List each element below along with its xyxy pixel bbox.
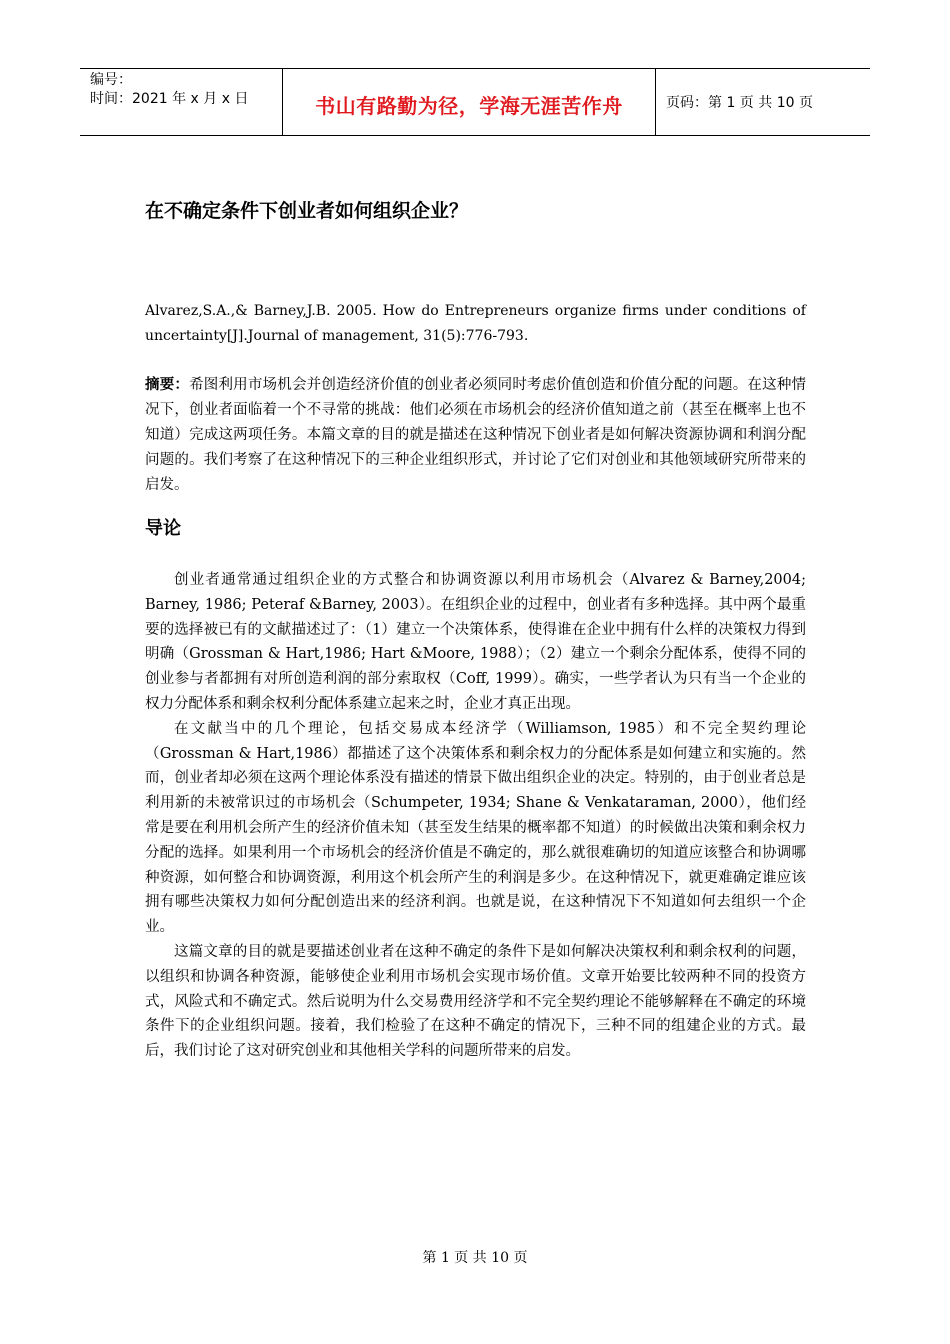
abstract-label: 摘要： xyxy=(145,377,190,393)
header-page-info xyxy=(656,69,870,135)
serial-number-label: 编号： xyxy=(90,72,132,88)
paragraph: 在文献当中的几个理论，包括交易成本经济学（Williamson, 1985）和不完全契约理论（Grossman & Hart,1986）都描述了这个决策体系和剩余权力的分配体系是如何建立和实施的。然而，创业者却必须在这两个理论体系没有描述的情景下做出组织企业的决定。特别的，由于创业者总是利用新的未被常识过的市场机会（Schumpeter, 1934; Shane & Venkataraman, 2000），他们经常是要在利用机会所产生的经济价值未知（甚至发生结果的概率都不知道）的时候做出决策和剩余权力分配的选择。如果利用一个市场机会的经济价值是不确定的，那么就很难确切的知道应该整合和协调哪种资源，如何整合和协调资源，利用这个机会所产生的利润是多少。在这种情况下，就更难确定谁应该拥有哪些决策权力如何分配创造出来的经济利润。也就是说，在这种情况下不知道如何去组织一个企业。 xyxy=(145,720,806,936)
page-footer: 第 1 页 共 10 页 xyxy=(422,1250,528,1266)
page-info-text: 页码：第 1 页 共 10 页 xyxy=(666,95,813,111)
abstract xyxy=(145,373,806,498)
header-motto: 书山有路勤为径，学海无涯苦作舟 xyxy=(315,93,623,118)
paragraph: 这篇文章的目的就是要描述创业者在这种不确定的条件下是如何解决决策权利和剩余权利的问题，以组织和协调各种资源，能够使企业利用市场机会实现市场价值。文章开始要比较两种不同的投资方式，风险式和不确定式。然后说明为什么交易费用经济学和不完全契约理论不能够解释在不确定的环境条件下的企业组织问题。接着，我们检验了在这种不确定的情况下，三种不同的组建企业的方式。最后，我们讨论了这对研究创业和其他相关学科的问题所带来的启发。 xyxy=(145,943,806,1060)
citation: Alvarez,S.A.,& Barney,J.B. 2005. How do Entrepreneurs organize firms under conditions of uncertainty[J].Journal of management, 31(5):776-793. xyxy=(145,303,806,344)
article-body xyxy=(145,196,806,1064)
body-text xyxy=(145,568,806,1064)
section-heading: 导论 xyxy=(145,518,181,539)
date-label: 时间：2021 年 x 月 x 日 xyxy=(90,91,249,107)
article-title: 在不确定条件下创业者如何组织企业？ xyxy=(145,200,469,222)
document-header xyxy=(80,68,870,136)
paragraph: 创业者通常通过组织企业的方式整合和协调资源以利用市场机会（Alvarez & Barney,2004; Barney, 1986; Peteraf &Barney, 2003）。在组织企业的过程中，创业者有多种选择。其中两个最重要的选择被已有的文献描述过了：（1）建立一个决策体系，使得谁在企业中拥有什么样的决策权力得到明确（Grossman & Hart,1986; Hart &Moore, 1988）；（2）建立一个剩余分配体系，使得不同的创业参与者都拥有对所创造利润的部分索取权（Coff, 1999）。确实，一些学者认为只有当一个企业的权力分配体系和剩余权利分配体系建立起来之时，企业才真正出现。 xyxy=(145,572,806,712)
header-meta xyxy=(80,69,282,135)
abstract-text: 希图利用市场机会并创造经济价值的创业者必须同时考虑价值创造和价值分配的问题。在这种情况下，创业者面临着一个不寻常的挑战：他们必须在市场机会的经济价值知道之前（甚至在概率上也不知道）完成这两项任务。本篇文章的目的就是描述在这种情况下创业者是如何解决资源协调和利润分配问题的。我们考察了在这种情况下的三种企业组织形式，并讨论了它们对创业和其他领域研究所带来的启发。 xyxy=(145,377,807,493)
header-motto-cell xyxy=(282,69,656,135)
